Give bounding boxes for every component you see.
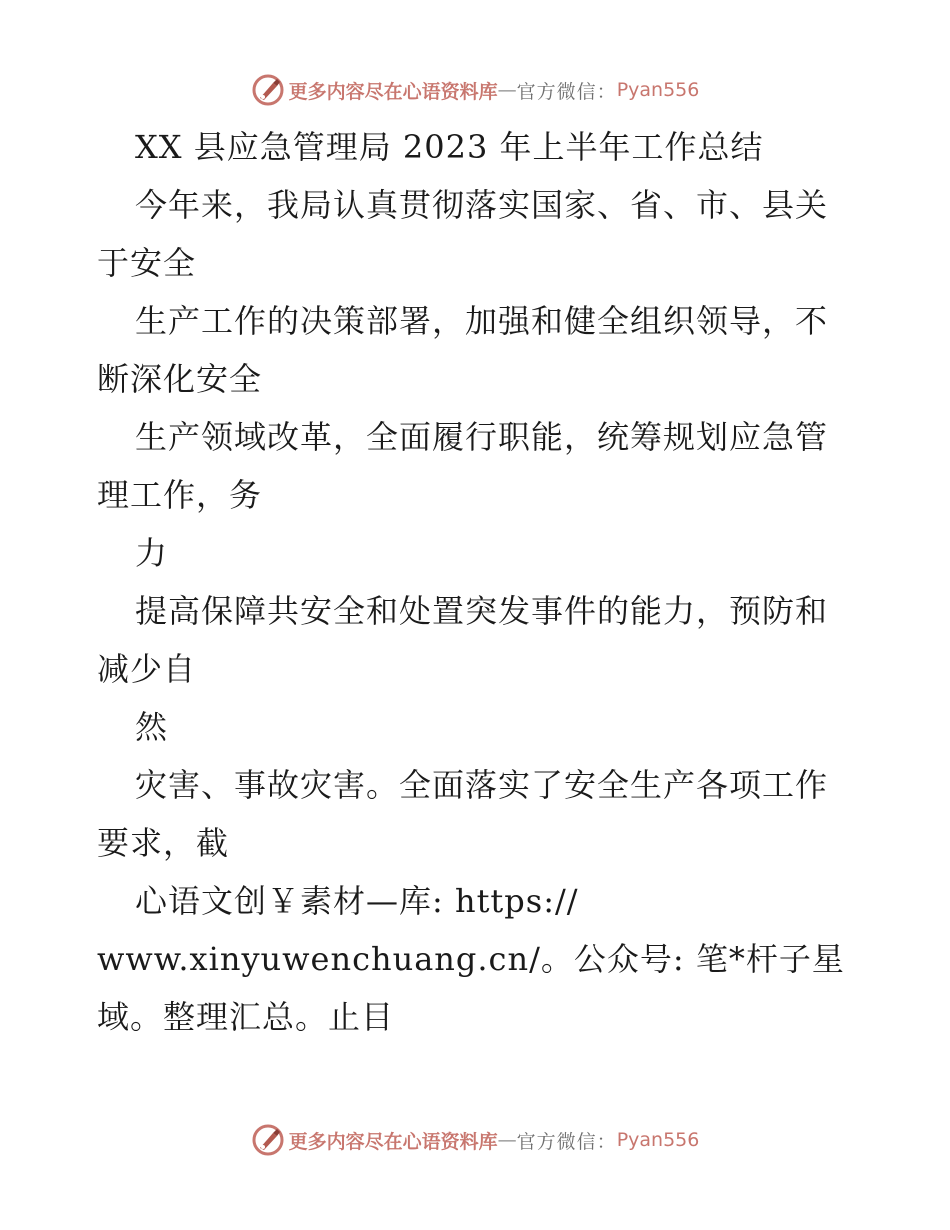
watermark-id: Pyan556 (616, 1129, 700, 1151)
paragraph-line: 提高保障共安全和处置突发事件的能力，预防和 (135, 592, 829, 630)
watermark-text: 更多内容尽在心语资料库 (288, 80, 498, 103)
paragraph-line: 今年来，我局认真贯彻落实国家、省、市、县关 (135, 186, 829, 224)
paragraph-line: www.xinyuwenchuang.cn/。公众号: 笔*杆子星 (97, 940, 845, 978)
document-title: XX 县应急管理局 2023 年上半年工作总结 (135, 128, 764, 166)
paragraph-line: 生产领域改革，全面履行职能，统筹规划应急管 (135, 418, 829, 456)
paragraph-line: 域。整理汇总。止目 (97, 998, 395, 1036)
watermark-id: Pyan556 (616, 79, 700, 101)
watermark-dash: — (497, 1129, 517, 1151)
paragraph-line: 然 (135, 708, 169, 746)
pen-logo-icon (251, 73, 285, 107)
paragraph-line: 灾害、事故灾害。全面落实了安全生产各项工作 (135, 766, 829, 804)
paragraph-line: 生产工作的决策部署，加强和健全组织领导，不 (135, 302, 829, 340)
watermark-banner-top (0, 72, 950, 108)
watermark-label: 官方微信： (516, 80, 617, 103)
pen-logo-icon (251, 1123, 285, 1157)
paragraph-line: 断深化安全 (97, 360, 263, 398)
paragraph-line: 于安全 (97, 244, 197, 282)
paragraph-line: 力 (135, 534, 169, 572)
watermark-label: 官方微信： (516, 1130, 617, 1153)
paragraph-line: 心语文创￥素材—库: https:// (135, 882, 579, 920)
watermark-dash: — (497, 79, 517, 101)
paragraph-line: 减少自 (97, 650, 197, 688)
paragraph-line: 理工作，务 (97, 476, 263, 514)
watermark-text: 更多内容尽在心语资料库 (288, 1130, 498, 1153)
paragraph-line: 要求，截 (97, 824, 230, 862)
watermark-banner-bottom (0, 1122, 950, 1158)
